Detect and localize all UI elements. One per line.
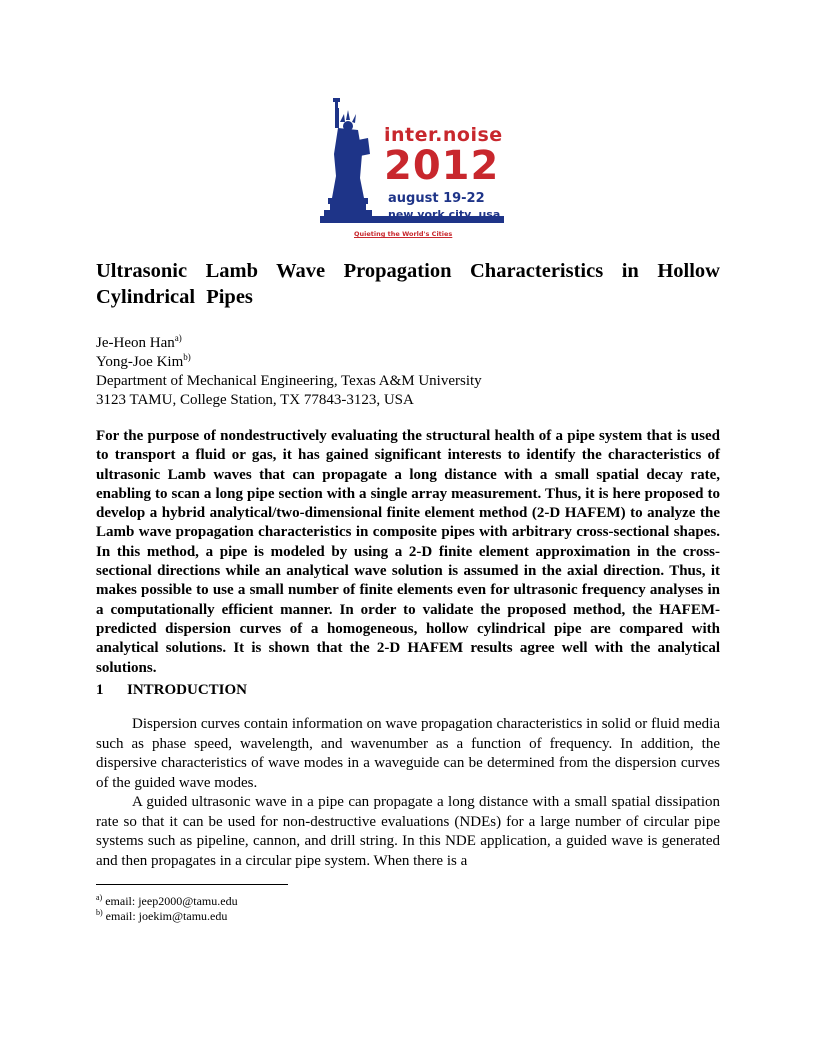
section-heading bbox=[96, 681, 247, 700]
author-mark: b) bbox=[183, 352, 191, 362]
abstract: For the purpose of nondestructively evaluating the structural health of a pipe system that is used to transport a fluid or gas, it has gained significant interests to identify the characteristics of ultrasonic Lamb waves that can propagate a long distance with a small spatial decay rate, enabling to scan a long pipe section with a single array measurement. Thus, it is here proposed to develop a hybrid analytical/two-dimensional finite element method (2-D HAFEM) to analyze the Lamb wave propagation characteristics in composite pipes with arbitrary cross-sectional shapes. In this method, a pipe is modeled by using a 2-D finite element approximation in the cross-sectional directions while an analytical wave solution is assumed in the axial direction. Thus, it makes possible to use a small number of finite elements even for ultrasonic frequency analyses in a computationally efficient manner. In order to validate the proposed method, the HAFEM-predicted dispersion curves of a homogeneous, hollow cylindrical pipe are compared with analytical solutions. It is shown that the 2-D HAFEM results agree well with the analytical solutions. bbox=[96, 428, 720, 676]
logo-city: new york city, usa bbox=[388, 208, 501, 221]
footnote-mark: a) bbox=[96, 893, 103, 902]
footnote-text: email: joekim@tamu.edu bbox=[105, 909, 228, 923]
paragraph: A guided ultrasonic wave in a pipe can propagate a long distance with a small spatial dissipation rate so that it can be used for non-destructive evaluations (NDEs) for a large number of circular pipe systems such as pipeline, cannon, and drill string. In this NDE application, a guided wave is generated and then propagates in a circular pipe system. When there is a bbox=[96, 794, 720, 869]
footnote bbox=[96, 894, 238, 909]
footnotes bbox=[96, 894, 238, 924]
conference-logo bbox=[318, 96, 508, 246]
footnote-text: email: jeep2000@tamu.edu bbox=[105, 894, 238, 908]
paragraph: Dispersion curves contain information on wave propagation characteristics in solid or fluid media such as phase speed, wavelength, and wavenumber as a function of frequency. In addition, the dispersive characteristics of wave modes in a waveguide can be determined from the dispersion curves of the guided wave modes. bbox=[96, 716, 720, 791]
affiliation: Department of Mechanical Engineering, Texas A&M University bbox=[96, 373, 482, 389]
footnote-mark: b) bbox=[96, 908, 103, 917]
introduction-body bbox=[96, 715, 720, 871]
author-mark: a) bbox=[174, 333, 182, 343]
logo-dates: august 19-22 bbox=[388, 191, 485, 206]
author-name: Je-Heon Han bbox=[96, 335, 175, 351]
author-name: Yong-Joe Kim bbox=[96, 354, 184, 370]
logo-year: 2012 bbox=[384, 143, 500, 189]
author-block bbox=[96, 334, 720, 410]
footnote bbox=[96, 909, 238, 924]
author-line bbox=[96, 353, 720, 372]
paper-title: Ultrasonic Lamb Wave Propagation Characteristics in Hollow Cylindrical Pipes bbox=[96, 260, 720, 308]
address: 3123 TAMU, College Station, TX 77843-3123, USA bbox=[96, 392, 414, 408]
section-number: 1 bbox=[96, 682, 104, 698]
footnote-rule bbox=[96, 884, 288, 885]
logo-tagline: Quieting the World's Cities bbox=[354, 230, 453, 238]
author-line bbox=[96, 334, 720, 353]
logo-brand-text: inter.noise bbox=[384, 124, 503, 146]
section-title: INTRODUCTION bbox=[127, 682, 248, 698]
